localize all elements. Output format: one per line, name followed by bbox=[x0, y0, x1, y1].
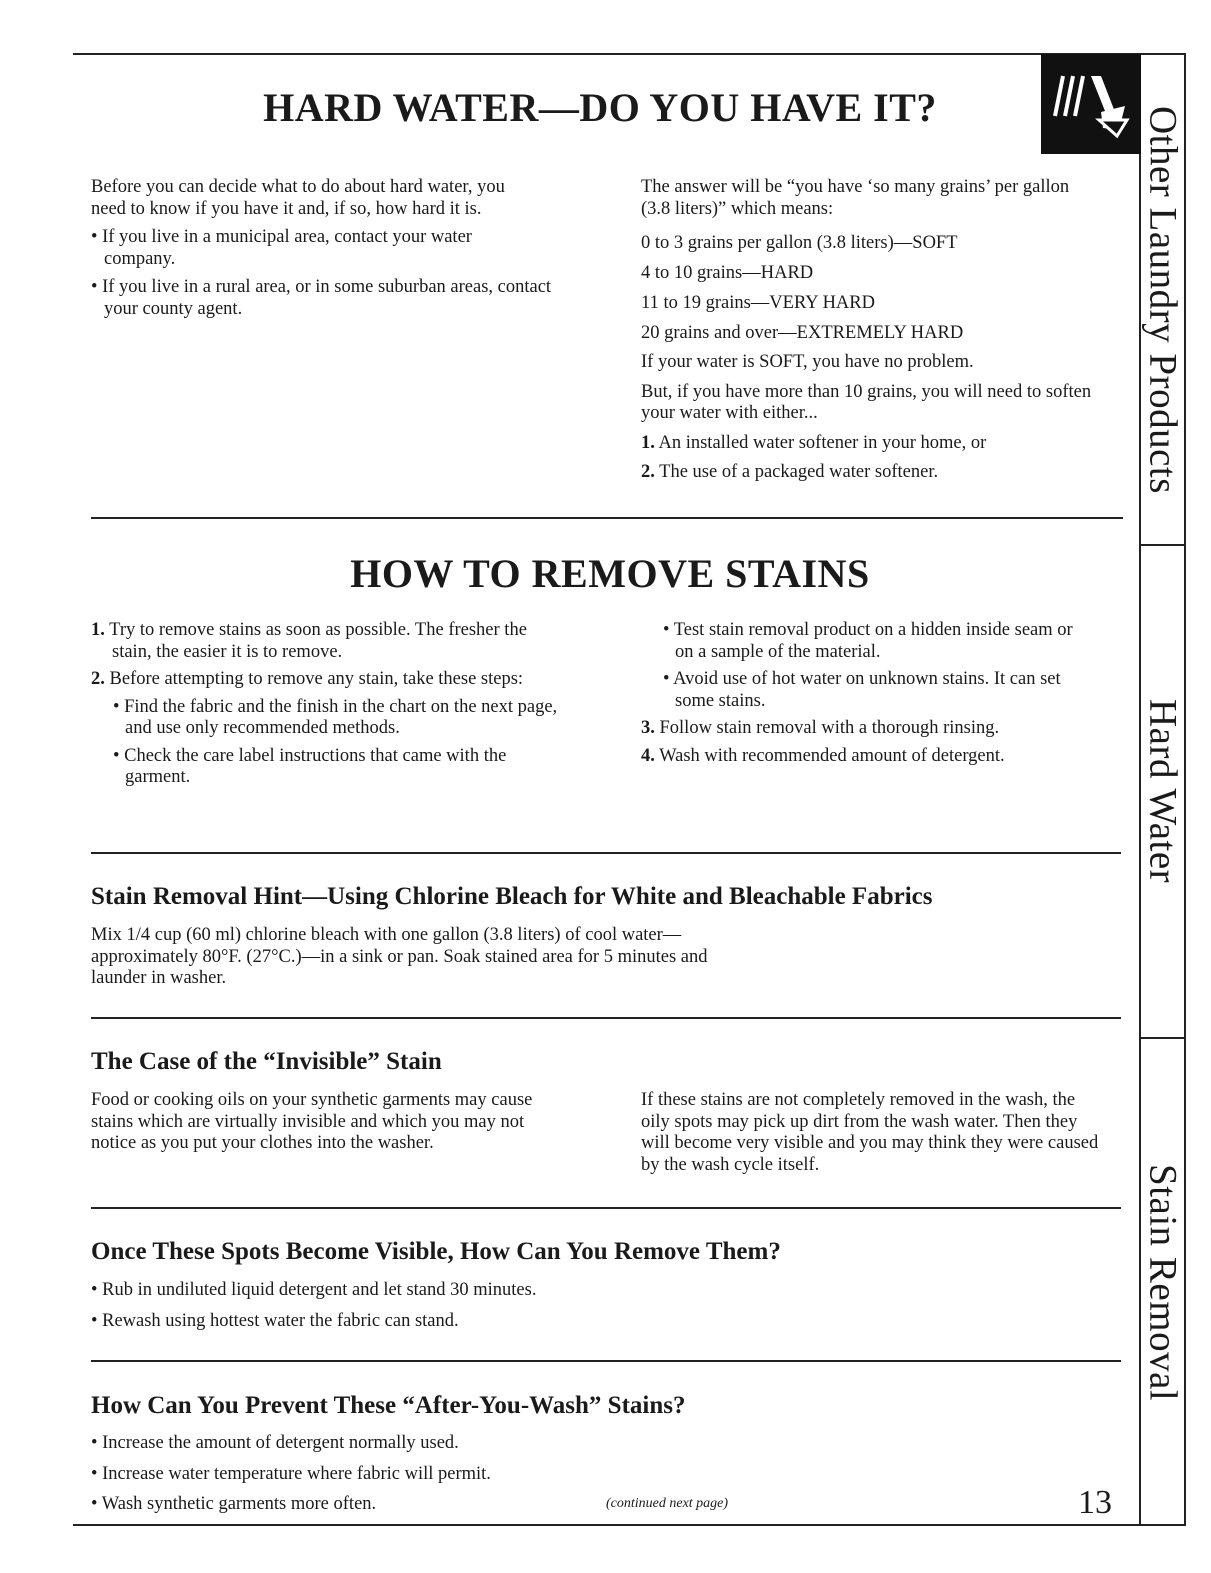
stains-left-column bbox=[91, 620, 571, 789]
list-item: • Rub in undiluted liquid detergent and let stand 30 minutes. bbox=[91, 1280, 537, 1300]
hard-water-intro: Before you can decide what to do about hard water, you need to know if you have it and, if so, how hard it is. bbox=[91, 177, 505, 219]
list-item: • Rewash using hottest water the fabric can stand. bbox=[91, 1310, 459, 1331]
invisible-stain-title: The Case of the “Invisible” Stain bbox=[91, 1048, 442, 1075]
section-divider bbox=[91, 1207, 1121, 1209]
top-rule bbox=[73, 53, 1185, 55]
invisible-stain-left: Food or cooking oils on your synthetic garments may cause stains which are virtually invisible and which you may not notice as you put your clothes into the washer. bbox=[91, 1090, 533, 1153]
tab-stain-removal[interactable]: Stain Removal bbox=[1141, 1163, 1185, 1402]
stain-steps-list bbox=[91, 620, 571, 789]
list-item: 3. Follow stain removal with a thorough rinsing. bbox=[641, 718, 1000, 738]
list-item: • If you live in a municipal area, contact your water company. bbox=[91, 227, 472, 269]
list-item: 1. An installed water softener in your home, or bbox=[641, 432, 987, 453]
tab-hard-water[interactable]: Hard Water bbox=[1141, 699, 1185, 884]
section-divider bbox=[91, 1017, 1121, 1019]
prevent-stains-title: How Can You Prevent These “After-You-Wash” Stains? bbox=[91, 1392, 686, 1419]
continued-note: (continued next page) bbox=[606, 1496, 729, 1511]
softener-options bbox=[641, 433, 1121, 484]
list-item: • Increase the amount of detergent normally used. bbox=[91, 1433, 459, 1453]
list-item: 2. The use of a packaged water softener. bbox=[641, 462, 939, 482]
list-item: • If you live in a rural area, or in some suburban areas, contact your county agent. bbox=[91, 277, 552, 319]
hard-water-left-column bbox=[91, 177, 581, 320]
hard-water-contact-list bbox=[91, 227, 581, 320]
bleach-hint-text: Mix 1/4 cup (60 ml) chlorine bleach with one gallon (3.8 liters) of cool water—approximately 80°F. (27°C.)—in a sink or pan. Soak stained area for 5 minutes and launder in washer. bbox=[91, 925, 708, 988]
list-item: • Avoid use of hot water on unknown stains. It can set some stains. bbox=[663, 669, 1061, 711]
stains-right-column bbox=[641, 620, 1111, 767]
tab-other-laundry-products[interactable]: Other Laundry Products bbox=[1141, 105, 1185, 494]
prevent-stains-list bbox=[91, 1433, 491, 1516]
section-divider bbox=[91, 1360, 1121, 1362]
section-divider bbox=[91, 852, 1121, 854]
grain-levels-list bbox=[641, 228, 1121, 348]
section-divider bbox=[91, 517, 1123, 519]
list-item: • Test stain removal product on a hidden inside seam or on a sample of the material. bbox=[663, 620, 1073, 662]
bottom-rule bbox=[73, 1524, 1185, 1526]
list-item: • Increase water temperature where fabric will permit. bbox=[91, 1463, 491, 1484]
grain-level-item: 4 to 10 grains—HARD bbox=[641, 263, 814, 283]
remove-stains-title: HOW TO REMOVE STAINS bbox=[350, 551, 870, 596]
list-item: • Check the care label instructions that came with the garment. bbox=[113, 745, 507, 787]
list-item: • Find the fabric and the finish in the chart on the next page, and use only recommended methods. bbox=[113, 696, 558, 738]
visible-spots-list bbox=[91, 1280, 536, 1332]
list-item: 4. Wash with recommended amount of detergent. bbox=[641, 745, 1005, 766]
hard-water-answer: The answer will be “you have ‘so many grains’ per gallon (3.8 liters)” which means: bbox=[641, 177, 1070, 219]
stain-tips-list bbox=[641, 620, 1111, 767]
list-item: • Wash synthetic garments more often. bbox=[91, 1494, 377, 1514]
bleach-hint-title: Stain Removal Hint—Using Chlorine Bleach for White and Bleachable Fabrics bbox=[91, 883, 933, 910]
page-number: 13 bbox=[1078, 1484, 1112, 1521]
hard-water-right-column bbox=[641, 177, 1121, 484]
invisible-stain-right: If these stains are not completely removed in the wash, the oily spots may pick up dirt from the wash water. Then they will become very visible and you may think they were caused by the wash cycle itself. bbox=[641, 1090, 1099, 1175]
laundry-pour-icon bbox=[1041, 54, 1141, 154]
visible-spots-title: Once These Spots Become Visible, How Can You Remove Them? bbox=[91, 1238, 781, 1265]
grain-level-item: 11 to 19 grains—VERY HARD bbox=[641, 293, 875, 313]
soft-note: If your water is SOFT, you have no problem. bbox=[641, 352, 974, 372]
grain-level-item: 0 to 3 grains per gallon (3.8 liters)—SOFT bbox=[641, 233, 958, 253]
list-item: 1. Try to remove stains as soon as possible. The fresher the stain, the easier it is to remove. bbox=[91, 620, 527, 662]
grain-level-item: 20 grains and over—EXTREMELY HARD bbox=[641, 323, 964, 343]
list-item: 2. Before attempting to remove any stain, take these steps: bbox=[91, 669, 524, 689]
soften-note: But, if you have more than 10 grains, you will need to soften your water with either... bbox=[641, 381, 1092, 423]
hard-water-title: HARD WATER—DO YOU HAVE IT? bbox=[263, 85, 937, 130]
